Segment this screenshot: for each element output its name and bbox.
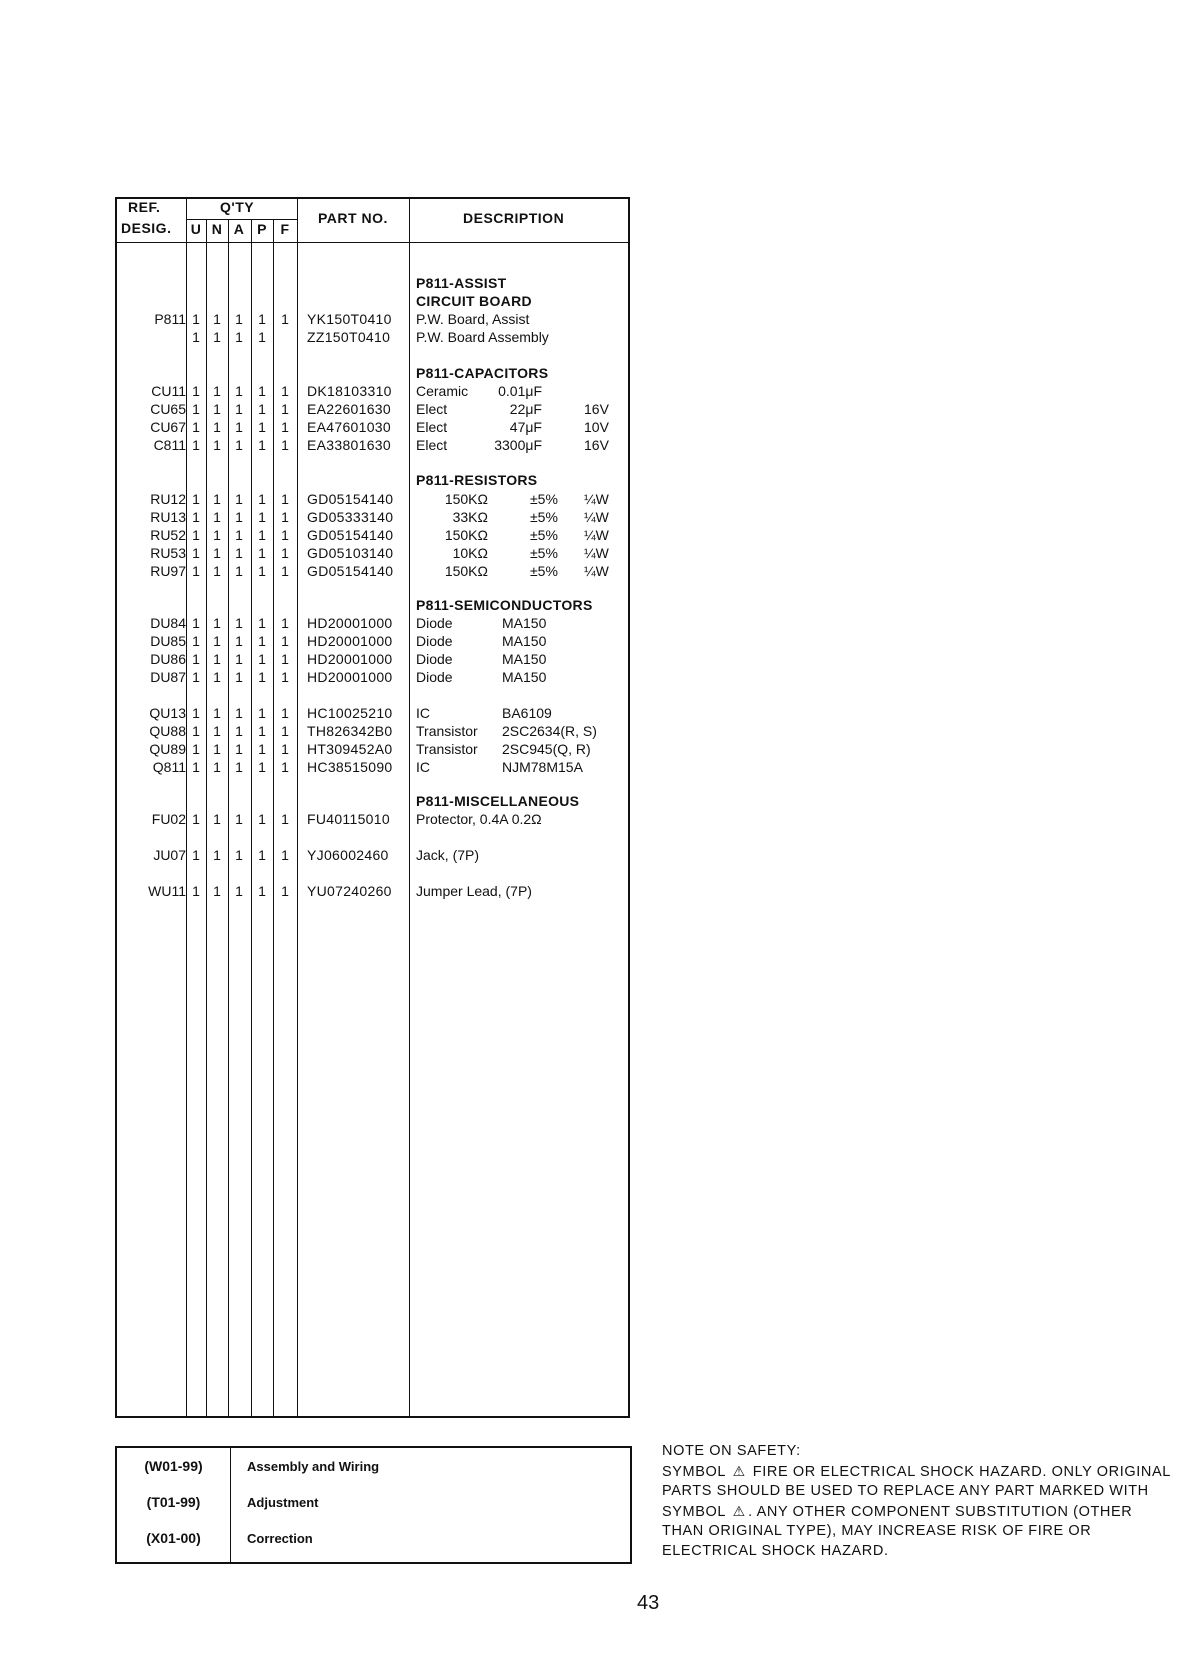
qty-value: 1 (235, 509, 243, 525)
qty-value: 1 (213, 401, 221, 417)
page-number: 43 (637, 1592, 660, 1614)
qty-value: 1 (192, 383, 200, 399)
qty-value: 1 (281, 741, 289, 757)
ref-desig: RU52 (150, 527, 186, 543)
section-assist: P811-ASSIST (416, 275, 507, 291)
qty-value: 1 (213, 383, 221, 399)
qty-value: 1 (192, 811, 200, 827)
part-no-header: PART NO. (318, 210, 388, 226)
qty-value: 1 (281, 723, 289, 739)
ref-desig: RU53 (150, 545, 186, 561)
qty-value: 1 (281, 437, 289, 453)
qty-value: 1 (281, 419, 289, 435)
qty-value: 1 (281, 847, 289, 863)
qty-value: 1 (258, 527, 266, 543)
ref-desig: RU12 (150, 491, 186, 507)
qty-value: 1 (213, 491, 221, 507)
qty-value: 1 (213, 419, 221, 435)
qty-value: 1 (192, 669, 200, 685)
resistor-tolerance: ±5% (530, 563, 558, 579)
qty-value: 1 (235, 615, 243, 631)
resistor-wattage: ¼W (584, 545, 609, 561)
col-line (409, 197, 410, 1418)
description: Elect (416, 401, 448, 417)
resistor-wattage: ¼W (584, 563, 609, 579)
resistor-value: 150KΩ (444, 563, 488, 579)
part-number: TH826342B0 (307, 723, 393, 739)
description: IC (416, 705, 430, 721)
qty-value: 1 (281, 545, 289, 561)
description: Ceramic (416, 383, 469, 399)
qty-value: 1 (192, 563, 200, 579)
ref-desig: QU89 (149, 741, 186, 757)
qty-value: 1 (258, 759, 266, 775)
qty-value: 1 (258, 883, 266, 899)
description: Transistor (416, 741, 478, 757)
qty-col-u: U (190, 221, 202, 237)
ref-desig: QU88 (149, 723, 186, 739)
qty-value: 1 (235, 383, 243, 399)
description: Elect (416, 419, 448, 435)
part-number: HD20001000 (307, 615, 393, 631)
qty-value: 1 (281, 491, 289, 507)
qty-value: 1 (258, 723, 266, 739)
qty-value: 1 (192, 527, 200, 543)
description-value: 2SC945(Q, R) (502, 741, 591, 757)
part-number: HD20001000 (307, 651, 393, 667)
description-value: MA150 (502, 633, 547, 649)
resistor-tolerance: ±5% (530, 509, 558, 525)
qty-value: 1 (192, 883, 200, 899)
qty-value: 1 (235, 741, 243, 757)
capacitor-voltage: 16V (584, 437, 609, 453)
qty-value: 1 (213, 563, 221, 579)
qty-value: 1 (213, 437, 221, 453)
qty-value: 1 (192, 741, 200, 757)
part-number: GD05154140 (307, 563, 394, 579)
qty-value: 1 (213, 741, 221, 757)
description: Jumper Lead, (7P) (416, 883, 532, 899)
qty-value: 1 (235, 545, 243, 561)
legend-text: Adjustment (247, 1495, 319, 1510)
qty-value: 1 (281, 633, 289, 649)
qty-value: 1 (258, 563, 266, 579)
part-number: YU07240260 (307, 883, 392, 899)
resistor-tolerance: ±5% (530, 527, 558, 543)
warning-triangle-icon: ⚠ (732, 1462, 746, 1479)
qty-value: 1 (258, 615, 266, 631)
qty-col-n: N (211, 221, 223, 237)
qty-value: 1 (192, 723, 200, 739)
description: P.W. Board Assembly (416, 329, 549, 345)
safety-text-2: FIRE OR ELECTRICAL SHOCK HAZARD. ONLY ORIGINAL PARTS SHOULD BE USED TO REPLACE ANY PART MARKED WITH SYMBOL (662, 1463, 1171, 1520)
part-number: HD20001000 (307, 669, 393, 685)
qty-value: 1 (258, 311, 266, 327)
part-number: HC10025210 (307, 705, 393, 721)
qty-col-a: A (233, 221, 245, 237)
qty-value: 1 (235, 329, 243, 345)
ref-desig: QU13 (149, 705, 186, 721)
qty-value: 1 (235, 311, 243, 327)
qty-value: 1 (213, 847, 221, 863)
qty-value: 1 (192, 759, 200, 775)
part-number: FU40115010 (307, 811, 390, 827)
ref-desig: DU87 (150, 669, 186, 685)
qty-value: 1 (192, 705, 200, 721)
qty-value: 1 (192, 329, 200, 345)
qty-value: 1 (281, 383, 289, 399)
safety-note-title: NOTE ON SAFETY: (662, 1443, 801, 1459)
qty-value: 1 (281, 401, 289, 417)
resistor-value: 33KΩ (452, 509, 488, 525)
ref-desig: FU02 (151, 811, 186, 827)
col-line (297, 197, 298, 1418)
qty-value: 1 (258, 401, 266, 417)
qty-value: 1 (235, 633, 243, 649)
ref-desig: JU07 (153, 847, 186, 863)
resistor-wattage: ¼W (584, 491, 609, 507)
qty-col-f: F (280, 221, 290, 237)
qty-value: 1 (213, 883, 221, 899)
capacitor-value: 0.01μF (498, 383, 542, 399)
qty-value: 1 (192, 633, 200, 649)
part-number: GD05154140 (307, 527, 394, 543)
ref-desig: RU97 (150, 563, 186, 579)
part-number: GD05154140 (307, 491, 394, 507)
qty-value: 1 (235, 419, 243, 435)
qty-value: 1 (235, 883, 243, 899)
legend-code: (W01-99) (144, 1458, 203, 1474)
qty-value: 1 (258, 669, 266, 685)
part-number: GD05103140 (307, 545, 394, 561)
capacitor-value: 3300μF (494, 437, 542, 453)
description-header: DESCRIPTION (463, 210, 565, 226)
qty-value: 1 (258, 491, 266, 507)
capacitor-value: 22μF (509, 401, 542, 417)
qty-value: 1 (213, 633, 221, 649)
part-number: HD20001000 (307, 633, 393, 649)
capacitor-voltage: 10V (584, 419, 609, 435)
qty-value: 1 (235, 527, 243, 543)
section-capacitors: P811-CAPACITORS (416, 365, 549, 381)
qty-value: 1 (235, 401, 243, 417)
qty-value: 1 (258, 383, 266, 399)
qty-value: 1 (192, 491, 200, 507)
ref-desig: WU11 (148, 883, 186, 899)
qty-value: 1 (281, 883, 289, 899)
qty-value: 1 (213, 329, 221, 345)
resistor-tolerance: ±5% (530, 491, 558, 507)
description-value: MA150 (502, 669, 547, 685)
qty-value: 1 (213, 811, 221, 827)
qty-value: 1 (258, 847, 266, 863)
qty-value: 1 (235, 847, 243, 863)
part-number: YJ06002460 (307, 847, 389, 863)
ref-desig: P811 (154, 311, 186, 327)
qty-header: Q'TY (220, 199, 255, 215)
legend-divider (230, 1448, 231, 1562)
resistor-tolerance: ±5% (530, 545, 558, 561)
resistor-wattage: ¼W (584, 527, 609, 543)
qty-value: 1 (258, 329, 266, 345)
section-miscellaneous: P811-MISCELLANEOUS (416, 793, 580, 809)
qty-value: 1 (192, 651, 200, 667)
qty-value: 1 (213, 651, 221, 667)
qty-value: 1 (281, 509, 289, 525)
capacitor-voltage: 16V (584, 401, 609, 417)
ref-desig: RU13 (150, 509, 186, 525)
qty-value: 1 (258, 437, 266, 453)
section-resistors: P811-RESISTORS (416, 472, 538, 488)
section-semiconductors: P811-SEMICONDUCTORS (416, 597, 593, 613)
description: P.W. Board, Assist (416, 311, 530, 327)
qty-value: 1 (235, 669, 243, 685)
col-line (186, 197, 187, 1418)
qty-value: 1 (258, 509, 266, 525)
part-number: HC38515090 (307, 759, 393, 775)
col-line (273, 219, 274, 1418)
qty-value: 1 (281, 759, 289, 775)
description-value: BA6109 (502, 705, 552, 721)
part-number: EA22601630 (307, 401, 391, 417)
qty-value: 1 (281, 705, 289, 721)
ref-desig: CU11 (151, 383, 186, 399)
qty-value: 1 (281, 527, 289, 543)
qty-value: 1 (213, 527, 221, 543)
qty-value: 1 (192, 615, 200, 631)
revision-legend (115, 1446, 632, 1564)
qty-value: 1 (258, 651, 266, 667)
qty-value: 1 (192, 847, 200, 863)
capacitor-value: 47μF (509, 419, 542, 435)
qty-value: 1 (281, 615, 289, 631)
description: Diode (416, 651, 453, 667)
part-number: EA47601030 (307, 419, 391, 435)
qty-value: 1 (281, 811, 289, 827)
description: Transistor (416, 723, 478, 739)
qty-value: 1 (235, 491, 243, 507)
qty-value: 1 (258, 811, 266, 827)
legend-code: (X01-00) (146, 1530, 201, 1546)
part-number: EA33801630 (307, 437, 391, 453)
ref-desig: CU65 (150, 401, 186, 417)
section-assist-2: CIRCUIT BOARD (416, 293, 532, 309)
qty-value: 1 (258, 633, 266, 649)
ref-desig: DU85 (150, 633, 186, 649)
qty-value: 1 (192, 545, 200, 561)
header-line (186, 219, 297, 220)
qty-value: 1 (235, 811, 243, 827)
safety-note (662, 1442, 1172, 1561)
qty-value: 1 (258, 545, 266, 561)
safety-text-3: . ANY OTHER COMPONENT SUBSTITUTION (OTHER THAN ORIGINAL TYPE), MAY INCREASE RISK OF FIRE OR ELECTRICAL SHOCK HAZARD. (662, 1503, 1133, 1559)
qty-value: 1 (258, 741, 266, 757)
qty-value: 1 (213, 509, 221, 525)
description: Elect (416, 437, 448, 453)
ref-desig: DU86 (150, 651, 186, 667)
qty-value: 1 (192, 419, 200, 435)
qty-value: 1 (213, 669, 221, 685)
description: Protector, 0.4A 0.2Ω (416, 811, 542, 827)
header-line (115, 242, 630, 243)
description: Diode (416, 615, 453, 631)
warning-triangle-icon: ⚠ (732, 1502, 746, 1519)
part-number: ZZ150T0410 (307, 329, 391, 345)
qty-value: 1 (213, 723, 221, 739)
qty-value: 1 (258, 419, 266, 435)
qty-value: 1 (281, 651, 289, 667)
qty-value: 1 (281, 311, 289, 327)
ref-desig: Q811 (152, 759, 186, 775)
legend-text: Correction (247, 1531, 313, 1546)
qty-value: 1 (235, 651, 243, 667)
qty-value: 1 (192, 437, 200, 453)
qty-value: 1 (235, 759, 243, 775)
resistor-wattage: ¼W (584, 509, 609, 525)
safety-text-1: SYMBOL (662, 1463, 726, 1480)
qty-value: 1 (213, 705, 221, 721)
part-number: DK18103310 (307, 383, 392, 399)
part-number: YK150T0410 (307, 311, 392, 327)
ref-desig: CU67 (150, 419, 186, 435)
description: Diode (416, 669, 453, 685)
legend-text: Assembly and Wiring (247, 1459, 380, 1474)
qty-value: 1 (213, 759, 221, 775)
qty-value: 1 (235, 723, 243, 739)
description-value: MA150 (502, 615, 547, 631)
qty-value: 1 (213, 545, 221, 561)
qty-value: 1 (281, 669, 289, 685)
description: IC (416, 759, 430, 775)
qty-value: 1 (281, 563, 289, 579)
description-value: MA150 (502, 651, 547, 667)
description-value: NJM78M15A (502, 759, 583, 775)
qty-value: 1 (235, 437, 243, 453)
qty-value: 1 (213, 311, 221, 327)
description-value: 2SC2634(R, S) (502, 723, 597, 739)
qty-value: 1 (235, 563, 243, 579)
resistor-value: 10KΩ (452, 545, 488, 561)
ref-desig: DU84 (150, 615, 186, 631)
description: Diode (416, 633, 453, 649)
resistor-value: 150KΩ (444, 491, 488, 507)
desig-header: DESIG. (121, 220, 172, 236)
qty-value: 1 (192, 401, 200, 417)
part-number: GD05333140 (307, 509, 394, 525)
qty-value: 1 (192, 509, 200, 525)
qty-value: 1 (258, 705, 266, 721)
qty-value: 1 (213, 615, 221, 631)
legend-code: (T01-99) (146, 1494, 201, 1510)
part-number: HT309452A0 (307, 741, 393, 757)
description: Jack, (7P) (416, 847, 480, 863)
qty-value: 1 (192, 311, 200, 327)
qty-col-p: P (257, 221, 267, 237)
qty-value: 1 (235, 705, 243, 721)
ref-desig: C811 (153, 437, 186, 453)
resistor-value: 150KΩ (444, 527, 488, 543)
ref-header: REF. (128, 199, 161, 215)
